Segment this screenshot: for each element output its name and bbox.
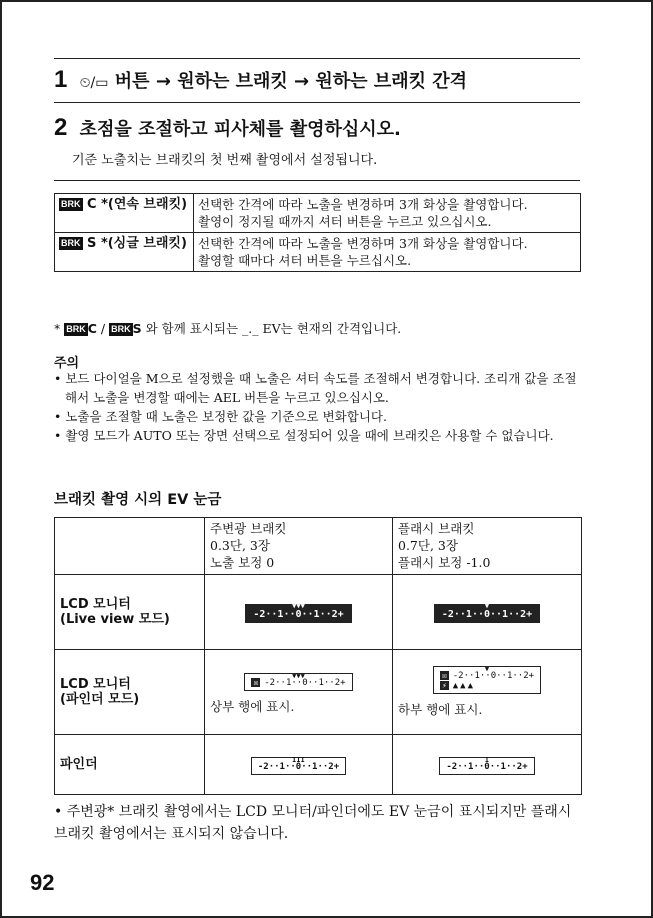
ev-scale (251, 757, 346, 775)
letter-c: C (87, 321, 97, 336)
bracket-icon: BRK (61, 238, 81, 248)
row-label-finder (55, 735, 205, 795)
row-label-lcd-finder (55, 650, 205, 735)
ambient-finder-mode-cell (205, 650, 393, 735)
list-item: • 촬영 모드가 AUTO 또는 장면 선택으로 설정되어 있을 때에 브래킷은 사용할 수 없습니다. (54, 426, 584, 445)
scale-text: -2··1··0··1··2+ (446, 762, 528, 772)
scale-text: -2··1··0··1··2+ (452, 671, 535, 681)
bottom-note: • 주변광* 브래킷 촬영에서는 LCD 모니터/파인더에도 EV 눈금이 표시되지만 플래시 브래킷 촬영에서는 표시되지 않습니다. (54, 804, 572, 842)
step-2 (54, 114, 401, 142)
mode-letter: C (87, 197, 97, 212)
flash-finder-mode-cell (393, 650, 582, 735)
step-2-text: 초점을 조절하고 피사체를 촬영하십시오. (79, 119, 401, 140)
bracket-icon: BRK (66, 324, 86, 334)
ambient-header (205, 518, 393, 575)
step-1-number: 1 (54, 66, 68, 93)
bracket-icon: BRK (111, 324, 131, 334)
self-timer-drive-icon: ⏲/▭ (79, 75, 109, 91)
step-2-number: 2 (54, 114, 68, 141)
flash-finder-scale-cell (393, 735, 582, 795)
row-label-lcd-liveview (55, 575, 205, 650)
ambient-liveview-scale-cell (205, 575, 393, 650)
step-rule (54, 102, 580, 103)
scale-caption: 하부 행에 표시. (398, 702, 483, 717)
table-row (55, 575, 582, 650)
header-line: 플래시 보정 -1.0 (398, 555, 491, 570)
mode-letter: S (87, 236, 97, 251)
exposure-comp-icon: ☒ (441, 671, 447, 680)
ev-scale (433, 666, 541, 694)
flash-header (393, 518, 582, 575)
bracket-marks: ▼ (484, 601, 490, 610)
row-label-line: LCD 모니터 (60, 677, 131, 692)
header-line: 플래시 브래킷 (398, 521, 475, 536)
mode-single-desc (194, 233, 581, 272)
mode-single-label (55, 233, 194, 272)
caution-title: 주의 (54, 356, 80, 371)
table-row (55, 518, 582, 575)
caution-list (54, 369, 584, 445)
desc-line: 선택한 간격에 따라 노출을 변경하며 3개 화상을 촬영합니다. (198, 197, 528, 212)
desc-line: 촬영이 정지될 때까지 셔터 버튼을 누르고 있으십시오. (198, 214, 492, 229)
row-label-line: LCD 모니터 (60, 597, 131, 612)
ev-scale-table (54, 517, 582, 795)
exposure-comp-icon: ☒ (253, 677, 259, 687)
header-line: 주변광 브래킷 (210, 521, 287, 536)
scale-caption: 상부 행에 표시. (210, 698, 295, 714)
table-row (55, 735, 582, 795)
list-item: • 노출을 조절할 때 노출은 보정한 값을 기준으로 변화합니다. (54, 407, 584, 426)
bracket-marks: I (484, 756, 490, 764)
mode-continuous-desc (194, 194, 581, 233)
letter-s: S (132, 321, 142, 336)
header-line: 0.3단, 3장 (210, 538, 270, 553)
ev-section-title: 브래킷 촬영 시의 EV 눈금 (54, 492, 222, 508)
footnote-mark: * (54, 321, 61, 336)
lower-marks: ▲▲▲ (452, 681, 476, 691)
flash-comp-icon: ⚡ (441, 681, 447, 690)
bracket-marks: III (292, 756, 305, 764)
header-line: 0.7단, 3장 (398, 538, 458, 553)
step-1 (54, 66, 467, 94)
ambient-finder-scale-cell (205, 735, 393, 795)
row-label-line: 파인더 (60, 757, 98, 772)
empty-header-cell (55, 518, 205, 575)
desc-line: 촬영할 때마다 셔터 버튼을 누르십시오. (198, 253, 412, 268)
ev-scale (434, 601, 540, 623)
table-row (55, 233, 581, 272)
page-number: 92 (30, 870, 55, 895)
row-label-line: (Live view 모드) (60, 612, 170, 627)
scale-text: -2··1··0··1··2+ (253, 608, 344, 620)
table-row (55, 194, 581, 233)
table-rule (54, 180, 580, 181)
row-label-line: (파인더 모드) (60, 692, 140, 707)
step-2-note: 기준 노출치는 브래킷의 첫 번째 촬영에서 설정됩니다. (72, 153, 378, 168)
bottom-note-text: 주변광* 브래킷 촬영에서는 LCD 모니터/파인더에도 EV 눈금이 표시되지만 플래시 브래킷 촬영에서는 표시되지 않습니다. (54, 804, 572, 842)
ev-scale (244, 673, 352, 691)
bracket-icon: BRK (61, 199, 81, 209)
mode-continuous-label (55, 194, 194, 233)
header-line: 노출 보정 0 (210, 555, 275, 570)
footnote-text: 와 함께 표시되는 _._ EV는 현재의 간격입니다. (145, 321, 402, 336)
scale-text: -2··1··0··1··2+ (257, 762, 340, 772)
mode-name: *(연속 브래킷) (101, 197, 188, 212)
ev-scale (439, 757, 534, 775)
mode-name: *(싱글 브래킷) (100, 236, 187, 251)
flash-liveview-scale-cell (393, 575, 582, 650)
table-row (55, 650, 582, 735)
bracket-marks: ▼▼▼ (292, 601, 305, 610)
separator: / (100, 321, 106, 336)
desc-line: 선택한 간격에 따라 노출을 변경하며 3개 화상을 촬영합니다. (198, 236, 528, 251)
scale-text: -2··1··0··1··2+ (264, 677, 346, 688)
top-rule (54, 58, 580, 59)
scale-text: -2··1··0··1··2+ (441, 608, 533, 620)
footnote (54, 319, 401, 337)
list-item: • 보드 다이얼을 M으로 설정했을 때 노출은 셔터 속도를 조절해서 변경합니다. 조리개 값을 조절해서 노출을 변경할 때에는 AEL 버튼을 누르고 있으십시오. (54, 369, 584, 407)
ev-scale (245, 601, 351, 623)
bracket-mode-table (54, 193, 581, 272)
bracket-marks: ▼ (484, 665, 490, 673)
step-1-text: 버튼 → 원하는 브래킷 → 원하는 브래킷 간격 (114, 71, 468, 92)
bracket-marks: ▼▼▼ (292, 671, 305, 680)
